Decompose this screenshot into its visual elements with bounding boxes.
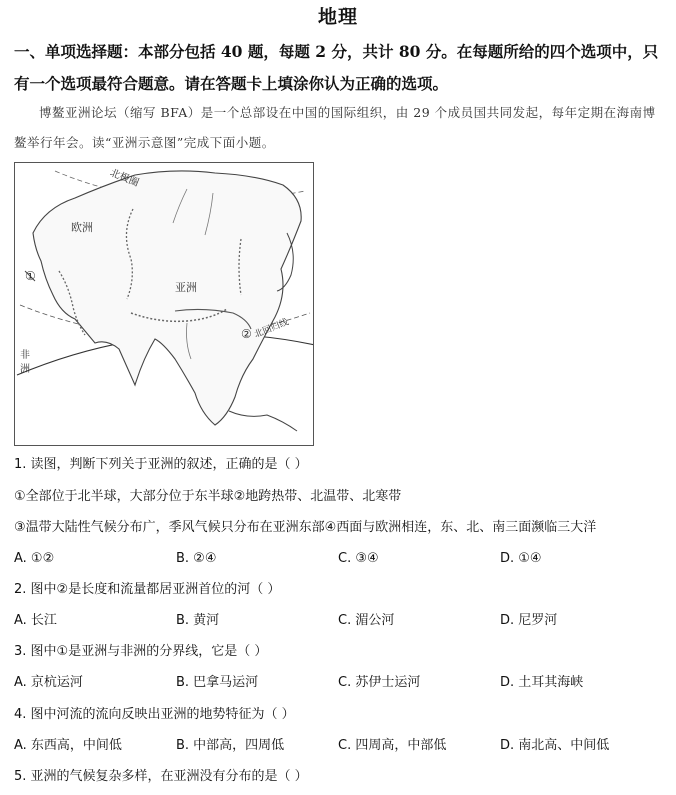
africa-label: 非洲 bbox=[20, 350, 30, 375]
question-1-option-c[interactable]: C. ③④ bbox=[338, 551, 379, 566]
indonesia-islands bbox=[229, 411, 297, 431]
question-2-option-c[interactable]: C. 湄公河 bbox=[338, 613, 395, 628]
question-2-option-a[interactable]: A. 长江 bbox=[14, 613, 57, 628]
question-1-stem: 1. 读图，判断下列关于亚洲的叙述，正确的是（ ） bbox=[14, 457, 308, 472]
question-3-option-a[interactable]: A. 京杭运河 bbox=[14, 675, 83, 690]
question-1-option-b[interactable]: B. ②④ bbox=[176, 551, 217, 566]
question-4-stem: 4. 图中河流的流向反映出亚洲的地势特征为（ ） bbox=[14, 707, 295, 722]
question-3-option-b[interactable]: B. 巴拿马运河 bbox=[176, 675, 259, 690]
question-1-statement-1: ①全部位于北半球，大部分位于东半球②地跨热带、北温带、北寒带 bbox=[14, 489, 402, 504]
question-4-option-c[interactable]: C. 四周高，中部低 bbox=[338, 738, 447, 753]
tropic-of-cancer-label: 北回归线 bbox=[253, 317, 291, 341]
question-2-option-d[interactable]: D. 尼罗河 bbox=[500, 613, 558, 628]
marker-1: ① bbox=[25, 269, 36, 283]
asia-outline bbox=[33, 171, 301, 425]
question-3-option-d[interactable]: D. 土耳其海峡 bbox=[500, 675, 584, 690]
question-4-option-a[interactable]: A. 东西高，中间低 bbox=[14, 738, 122, 753]
question-1-statement-2: ③温带大陆性气候分布广，季风气候只分布在亚洲东部④西面与欧洲相连，东、北、南三面濒临三大洋 bbox=[14, 520, 597, 535]
europe-label: 欧洲 bbox=[71, 221, 93, 234]
page-title: 地理 bbox=[317, 6, 358, 28]
intro-paragraph: 博鳌亚洲论坛（缩写 BFA）是一个总部设在中国的国际组织，由 29 个成员国共同发起，每年定期在海南博鳌举行年会。读“亚洲示意图”完成下面小题。 bbox=[14, 105, 656, 150]
asia-label: 亚洲 bbox=[175, 281, 197, 294]
marker-2: ② bbox=[241, 327, 252, 341]
question-4-option-b[interactable]: B. 中部高，四周低 bbox=[176, 738, 285, 753]
question-4-option-d[interactable]: D. 南北高、中间低 bbox=[500, 738, 610, 753]
question-1-option-d[interactable]: D. ①④ bbox=[500, 551, 542, 566]
question-2-stem: 2. 图中②是长度和流量都居亚洲首位的河（ ） bbox=[14, 582, 281, 597]
section-heading: 一、单项选择题：本部分包括 40 题，每题 2 分，共计 80 分。在每题所给的四个选项中，只有一个选项最符合题意。请在答题卡上填涂你认为正确的选项。 bbox=[14, 42, 659, 93]
question-5-stem: 5. 亚洲的气候复杂多样，在亚洲没有分布的是（ ） bbox=[14, 769, 308, 784]
asia-map bbox=[14, 162, 314, 446]
question-2-option-b[interactable]: B. 黄河 bbox=[176, 613, 220, 628]
asia-map-drawing bbox=[15, 163, 314, 446]
arctic-circle-label: 北极圈 bbox=[108, 167, 141, 190]
question-3-stem: 3. 图中①是亚洲与非洲的分界线，它是（ ） bbox=[14, 644, 268, 659]
question-3-option-c[interactable]: C. 苏伊士运河 bbox=[338, 675, 421, 690]
question-1-option-a[interactable]: A. ①② bbox=[14, 551, 55, 566]
